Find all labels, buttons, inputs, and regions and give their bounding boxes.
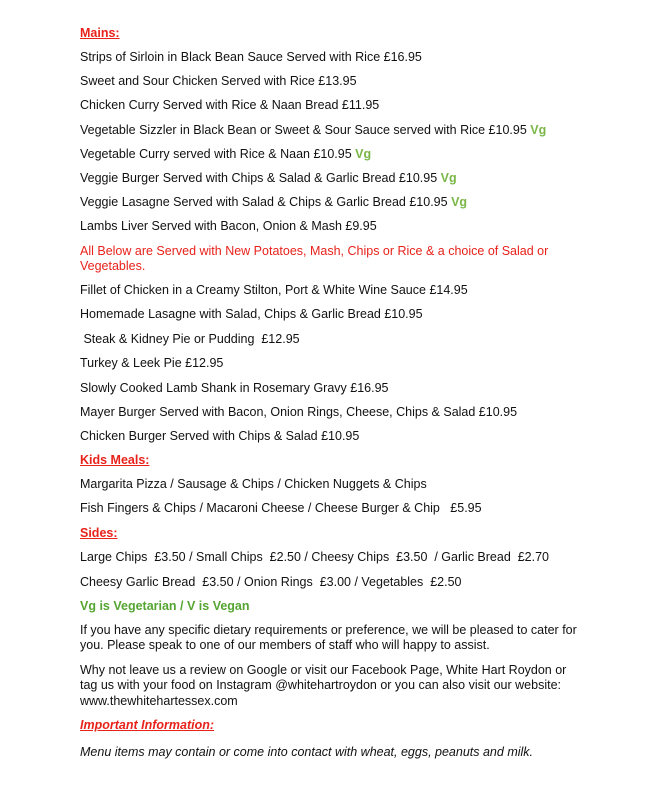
menu-item: Steak & Kidney Pie or Pudding £12.95 bbox=[80, 332, 300, 347]
menu-item: Turkey & Leek Pie £12.95 bbox=[80, 356, 224, 371]
vegetarian-tag: Vg bbox=[530, 122, 547, 137]
kids-meals-heading: Kids Meals: bbox=[80, 453, 150, 468]
menu-item: Strips of Sirloin in Black Bean Sauce Served with Rice £16.95 bbox=[80, 50, 422, 64]
menu-item: Mayer Burger Served with Bacon, Onion Rings, Cheese, Chips & Salad £10.95 bbox=[80, 404, 518, 419]
review-paragraph: Why not leave us a review on Google or visit our Facebook Page, White Hart Roydon or tag us with your food on Instagram @whitehartroydon or you can also visit our website: www.thewhitehartessex.com bbox=[80, 662, 567, 708]
menu-item: Slowly Cooked Lamb Shank in Rosemary Gravy £16.95 bbox=[80, 380, 389, 395]
menu-item: Cheesy Garlic Bread £3.50 / Onion Rings £3.00 / Vegetables £2.50 bbox=[80, 574, 462, 589]
sides-heading: Sides: bbox=[80, 525, 118, 540]
dietary-legend: Vg is Vegetarian / V is Vegan bbox=[80, 598, 250, 613]
menu-item: Homemade Lasagne with Salad, Chips & Garlic Bread £10.95 bbox=[80, 307, 423, 322]
menu-item: Vegetable Sizzler in Black Bean or Sweet & Sour Sauce served with Rice £10.95 Vg bbox=[80, 122, 547, 137]
menu-item: Veggie Burger Served with Chips & Salad & Garlic Bread £10.95 Vg bbox=[80, 170, 457, 185]
menu-item: Vegetable Curry served with Rice & Naan £10.95 Vg bbox=[80, 146, 372, 161]
vegetarian-tag: Vg bbox=[451, 195, 468, 210]
important-information-heading: Important Information: bbox=[80, 718, 215, 733]
menu-page bbox=[80, 26, 640, 760]
served-with-note: All Below are Served with New Potatoes, Mash, Chips or Rice & a choice of Salad or Vegetables. bbox=[80, 243, 549, 273]
menu-item: Veggie Lasagne Served with Salad & Chips & Garlic Bread £10.95 Vg bbox=[80, 195, 468, 210]
menu-item: Fish Fingers & Chips / Macaroni Cheese / Cheese Burger & Chip £5.95 bbox=[80, 501, 482, 516]
vegetarian-tag: Vg bbox=[440, 170, 457, 185]
menu-item: Sweet and Sour Chicken Served with Rice £13.95 bbox=[80, 74, 357, 89]
dietary-paragraph: If you have any specific dietary requirements or preference, we will be pleased to cater for you. Please speak to one of our members of staff who will happy to assist. bbox=[80, 622, 577, 653]
allergen-notice: Menu items may contain or come into contact with wheat, eggs, peanuts and milk. bbox=[80, 745, 534, 760]
menu-item: Fillet of Chicken in a Creamy Stilton, Port & White Wine Sauce £14.95 bbox=[80, 283, 468, 297]
menu-item: Lambs Liver Served with Bacon, Onion & Mash £9.95 bbox=[80, 219, 377, 234]
vegetarian-tag: Vg bbox=[355, 146, 372, 161]
menu-item: Chicken Curry Served with Rice & Naan Bread £11.95 bbox=[80, 98, 380, 113]
menu-item: Large Chips £3.50 / Small Chips £2.50 / Cheesy Chips £3.50 / Garlic Bread £2.70 bbox=[80, 549, 550, 564]
menu-item: Chicken Burger Served with Chips & Salad £10.95 bbox=[80, 428, 360, 443]
mains-heading: Mains: bbox=[80, 26, 120, 40]
menu-item: Margarita Pizza / Sausage & Chips / Chicken Nuggets & Chips bbox=[80, 477, 427, 492]
